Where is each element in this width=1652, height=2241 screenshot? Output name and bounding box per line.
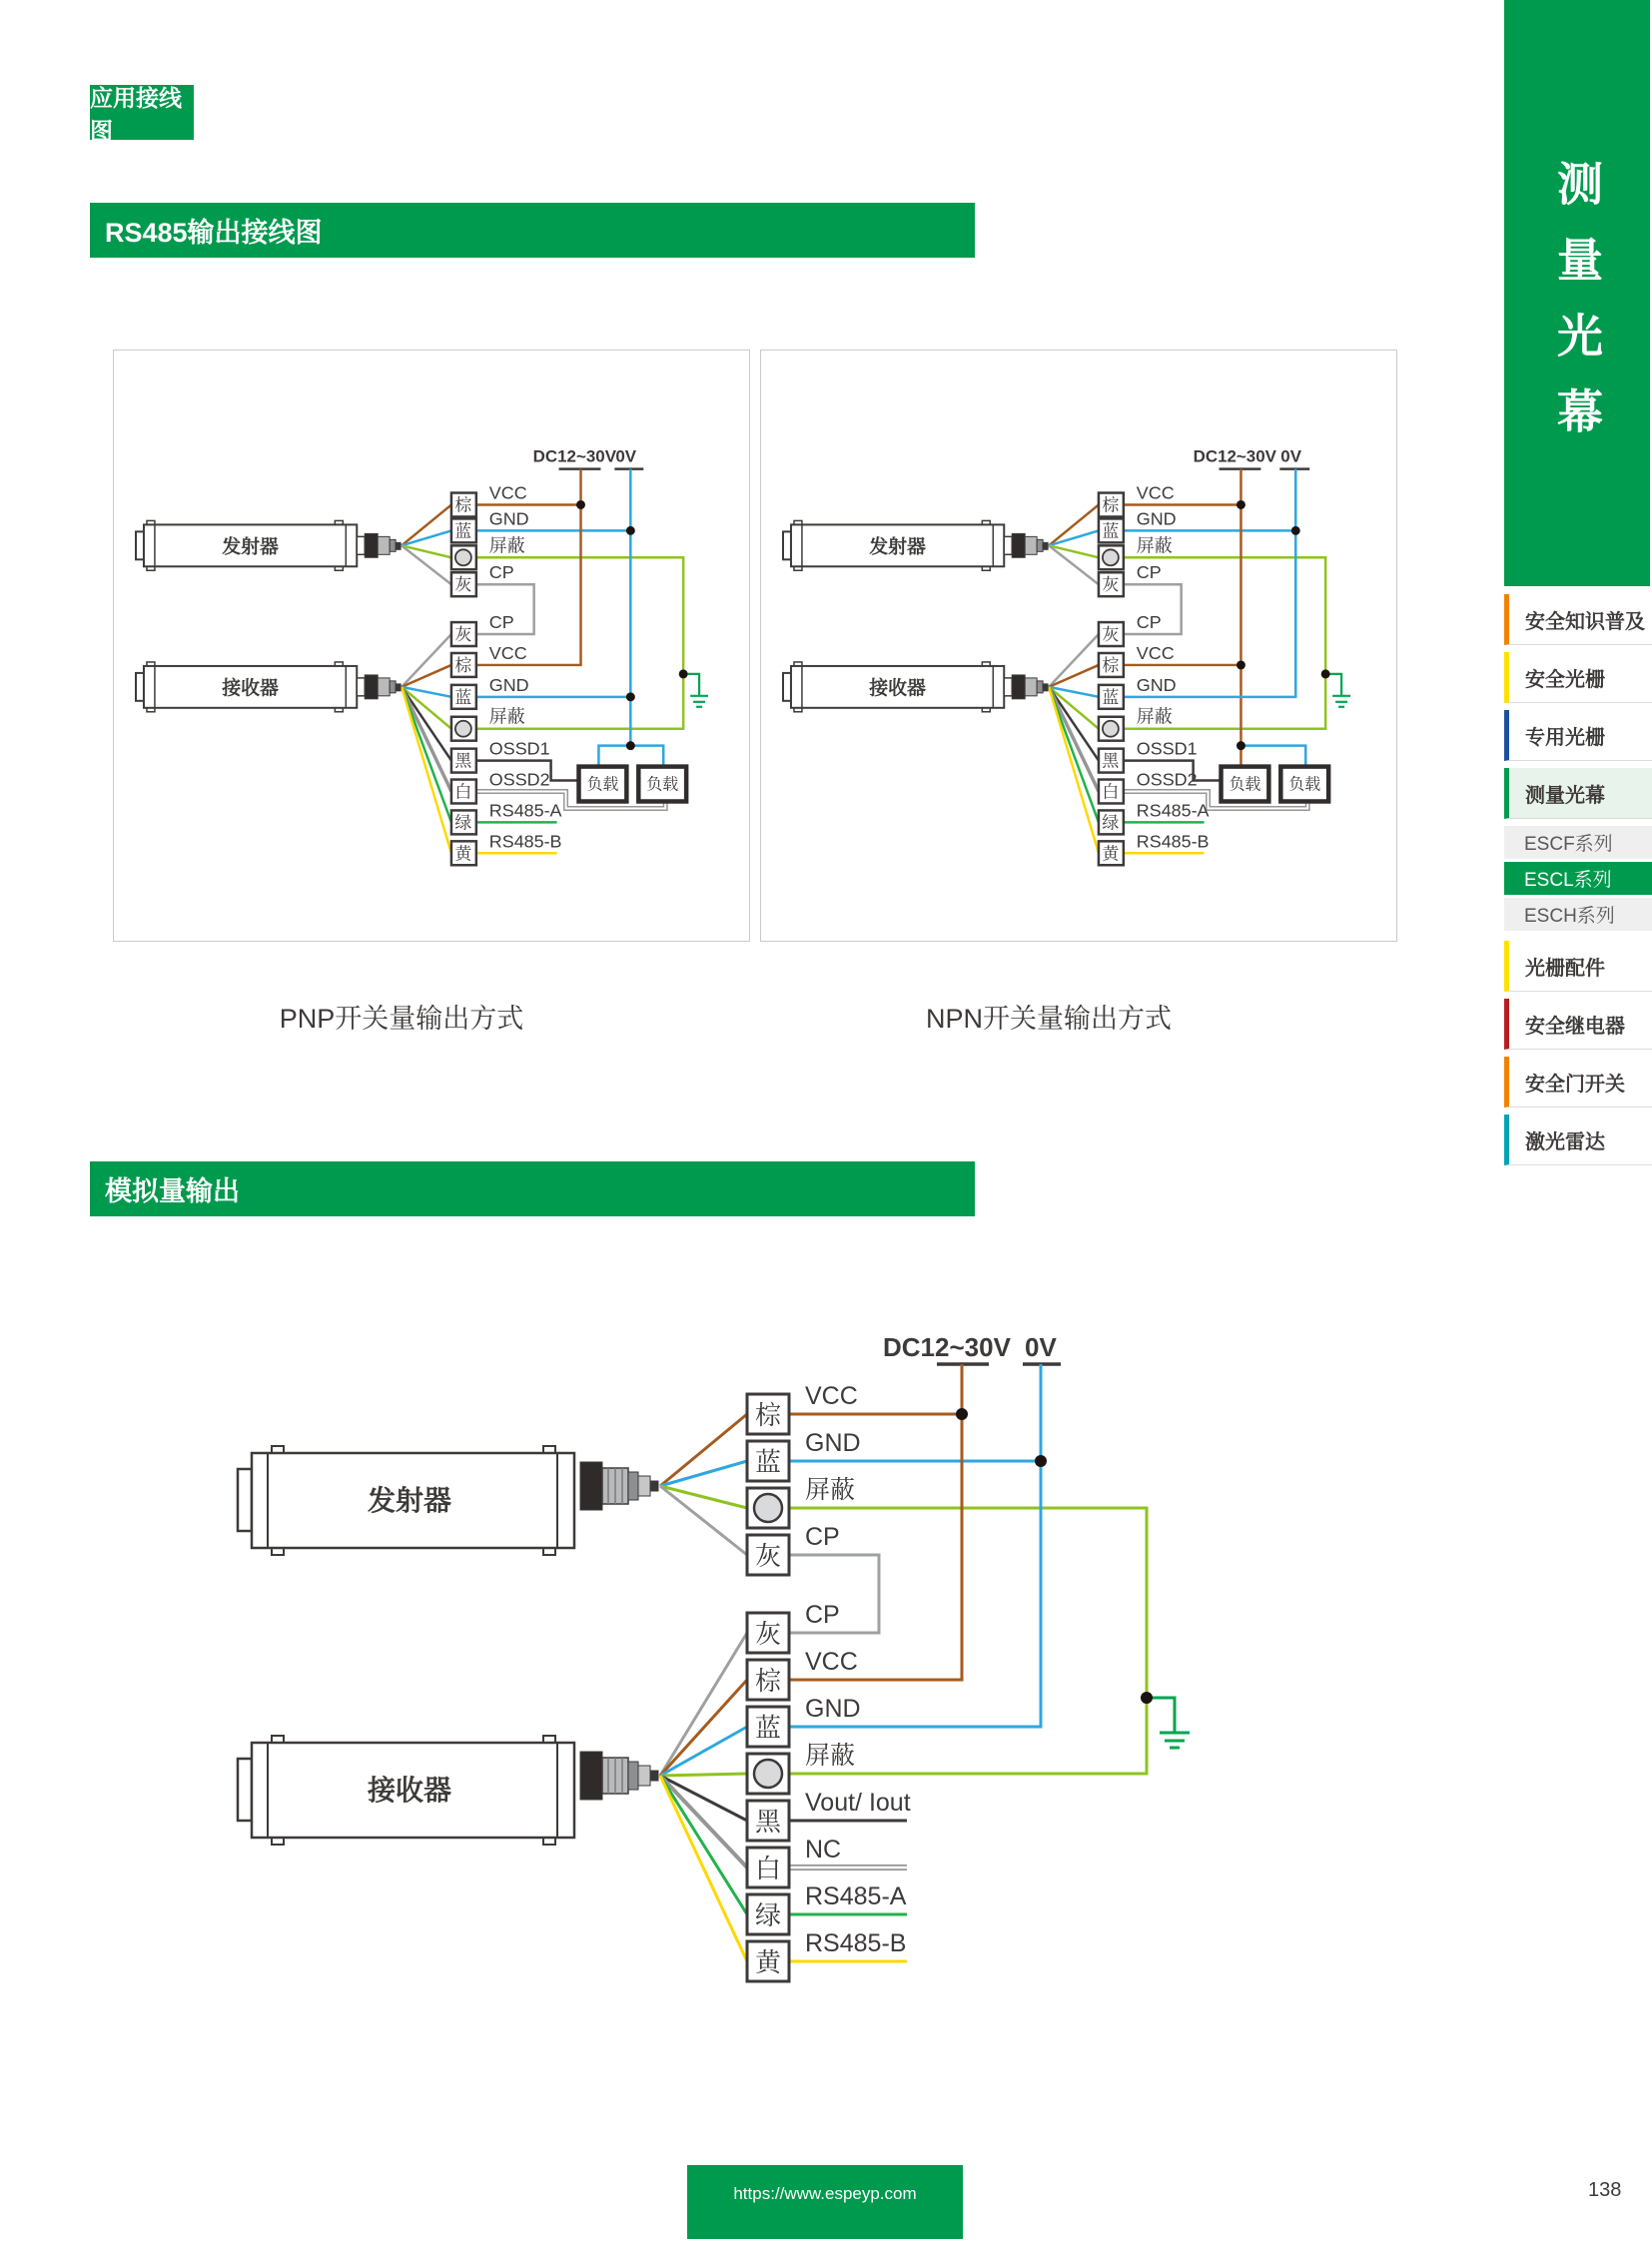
sidebar-item-safety-knowledge[interactable] <box>1504 594 1652 645</box>
shield-circle-icon <box>455 721 471 737</box>
sidebar-item-safety-light-curtain[interactable] <box>1504 652 1652 703</box>
svg-text:绿: 绿 <box>754 1900 782 1930</box>
pnp-transmitter-wire-chips <box>451 482 529 596</box>
svg-text:负载: 负载 <box>1288 776 1321 794</box>
analog-transmitter-device <box>238 1446 658 1555</box>
svg-text:负载: 负载 <box>1229 776 1261 794</box>
svg-text:屏蔽: 屏蔽 <box>805 1742 856 1770</box>
sidebar-item-label: ESCL系列 <box>1524 870 1612 891</box>
pnp-transmitter-device <box>136 520 401 570</box>
page-number: 138 <box>1588 2179 1622 2201</box>
sidebar-item-label: 安全光栅 <box>1525 668 1605 691</box>
shield-circle-icon <box>1103 549 1119 565</box>
svg-text:灰: 灰 <box>454 625 472 645</box>
svg-text:VCC: VCC <box>488 642 527 663</box>
svg-text:GND: GND <box>488 674 529 695</box>
svg-text:灰: 灰 <box>454 575 472 595</box>
svg-text:棕: 棕 <box>454 495 472 515</box>
svg-text:屏蔽: 屏蔽 <box>1136 535 1173 556</box>
svg-text:灰: 灰 <box>754 1541 782 1571</box>
npn-power-positive-label: DC12~30V <box>1193 446 1276 466</box>
pnp-caption: PNP开关量输出方式 <box>279 1004 524 1034</box>
sidebar-item-special-light-curtain[interactable] <box>1504 710 1652 761</box>
svg-text:屏蔽: 屏蔽 <box>1136 706 1173 727</box>
svg-text:绿: 绿 <box>1102 813 1120 833</box>
sidebar-category-title: 测量光幕 <box>1551 160 1603 463</box>
analog-receiver-wire-chips <box>747 1601 911 1981</box>
footer-url-link[interactable]: https://www.espeyp.com <box>733 2184 917 2203</box>
pnp-transmitter-label: 发射器 <box>222 536 279 558</box>
svg-text:VCC: VCC <box>805 1382 858 1410</box>
pnp-receiver-wire-chips <box>451 612 562 865</box>
analog-transmitter-wire-chips <box>747 1382 861 1575</box>
svg-text:GND: GND <box>1136 508 1177 529</box>
pnp-load-boxes <box>579 767 687 802</box>
svg-text:GND: GND <box>488 508 529 529</box>
npn-transmitter-wire-chips <box>1099 482 1177 596</box>
svg-text:蓝: 蓝 <box>454 687 472 707</box>
svg-text:GND: GND <box>805 1695 861 1723</box>
rs485-section-title: RS485输出接线图 <box>90 203 975 258</box>
svg-text:VCC: VCC <box>1136 482 1175 503</box>
svg-text:OSSD2: OSSD2 <box>1136 769 1198 790</box>
sidebar-item-laser-radar[interactable] <box>1504 1115 1652 1165</box>
svg-text:蓝: 蓝 <box>754 1713 782 1743</box>
footer-url-bar <box>687 2165 963 2239</box>
svg-text:OSSD1: OSSD1 <box>488 738 550 759</box>
sidebar-menu <box>1504 594 1652 1172</box>
pnp-ground-symbol <box>683 674 708 707</box>
sidebar-item-label: ESCF系列 <box>1524 834 1613 855</box>
sidebar-item-label: 光栅配件 <box>1525 957 1605 980</box>
svg-text:白: 白 <box>454 782 472 802</box>
svg-text:CP: CP <box>805 1523 840 1551</box>
svg-text:绿: 绿 <box>454 813 472 833</box>
npn-receiver-wire-chips <box>1099 612 1210 865</box>
svg-text:灰: 灰 <box>754 1619 782 1649</box>
svg-text:棕: 棕 <box>1102 655 1120 675</box>
svg-text:CP: CP <box>805 1601 840 1629</box>
sidebar-item-label: 安全继电器 <box>1525 1015 1625 1038</box>
sidebar-item-measuring-light-curtain[interactable] <box>1504 768 1652 819</box>
svg-text:CP: CP <box>1136 562 1162 583</box>
sidebar-series-subgroup <box>1504 826 1652 931</box>
shield-circle-icon <box>1103 721 1119 737</box>
sidebar-item-label: 专用光栅 <box>1525 726 1605 749</box>
shield-circle-icon <box>754 1494 782 1522</box>
svg-text:黄: 黄 <box>754 1947 782 1977</box>
svg-text:GND: GND <box>1136 674 1177 695</box>
svg-text:蓝: 蓝 <box>454 521 472 541</box>
npn-wiring-panel <box>760 350 1397 942</box>
svg-text:屏蔽: 屏蔽 <box>805 1476 856 1504</box>
analog-power-positive-label: DC12~30V <box>883 1332 1011 1362</box>
analog-power-negative-label: 0V <box>1025 1332 1057 1362</box>
svg-text:RS485-B: RS485-B <box>1136 831 1210 852</box>
svg-text:白: 白 <box>1102 782 1120 802</box>
svg-text:RS485-A: RS485-A <box>1136 800 1210 821</box>
shield-circle-icon <box>754 1760 782 1788</box>
npn-transmitter-label: 发射器 <box>869 536 926 558</box>
svg-text:棕: 棕 <box>754 1400 782 1430</box>
svg-text:黄: 黄 <box>1102 844 1120 864</box>
svg-text:白: 白 <box>754 1854 782 1883</box>
pnp-power-negative-label: 0V <box>615 446 637 466</box>
svg-text:Vout/ Iout: Vout/ Iout <box>805 1789 911 1817</box>
sidebar-item-grating-accessories[interactable] <box>1504 941 1652 992</box>
svg-text:负载: 负载 <box>586 776 619 794</box>
sidebar-item-label: ESCH系列 <box>1524 906 1615 927</box>
svg-text:黑: 黑 <box>1102 751 1120 771</box>
svg-text:RS485-B: RS485-B <box>805 1929 907 1957</box>
svg-text:屏蔽: 屏蔽 <box>488 706 525 727</box>
svg-text:RS485-A: RS485-A <box>488 800 562 821</box>
pnp-power-positive-label: DC12~30V <box>532 446 616 466</box>
pnp-wiring-diagram <box>114 351 749 941</box>
npn-wiring-diagram <box>761 351 1396 941</box>
svg-text:棕: 棕 <box>1102 495 1120 515</box>
svg-text:棕: 棕 <box>454 655 472 675</box>
sidebar-category-banner <box>1504 0 1650 586</box>
npn-junction-dots <box>1237 500 1330 750</box>
svg-text:VCC: VCC <box>805 1648 858 1676</box>
sidebar-item-label: 安全知识普及 <box>1525 610 1645 633</box>
svg-text:灰: 灰 <box>1102 575 1120 595</box>
npn-receiver-device <box>783 662 1048 712</box>
pnp-wiring-panel <box>113 350 750 942</box>
analog-wiring-diagram <box>0 1228 1652 2017</box>
sidebar-item-label: 测量光幕 <box>1525 784 1605 807</box>
svg-text:蓝: 蓝 <box>1102 521 1120 541</box>
shield-circle-icon <box>455 549 471 565</box>
npn-receiver-label: 接收器 <box>869 677 926 699</box>
npn-ground-symbol <box>1325 674 1350 707</box>
svg-text:OSSD2: OSSD2 <box>488 769 550 790</box>
analog-ground-symbol <box>1147 1698 1190 1748</box>
sidebar-item-esch-series[interactable] <box>1504 898 1652 931</box>
analog-transmitter-wires <box>660 1414 1147 1774</box>
sidebar-item-escl-series[interactable] <box>1504 862 1652 895</box>
svg-text:黑: 黑 <box>454 751 472 771</box>
svg-text:蓝: 蓝 <box>1102 687 1120 707</box>
analog-receiver-label: 接收器 <box>367 1775 452 1806</box>
npn-load-boxes <box>1222 767 1329 802</box>
svg-text:CP: CP <box>488 562 514 583</box>
svg-text:GND: GND <box>805 1429 861 1457</box>
npn-transmitter-device <box>783 520 1048 570</box>
section-badge: 应用接线图 <box>90 85 194 140</box>
sidebar-item-safety-door-switch[interactable] <box>1504 1057 1652 1108</box>
svg-text:负载: 负载 <box>646 776 679 794</box>
pnp-receiver-label: 接收器 <box>222 677 279 699</box>
svg-text:屏蔽: 屏蔽 <box>488 535 525 556</box>
svg-text:RS485-A: RS485-A <box>805 1882 907 1910</box>
sidebar-item-label: 激光雷达 <box>1525 1130 1605 1153</box>
svg-text:CP: CP <box>1136 612 1162 633</box>
svg-text:CP: CP <box>488 612 514 633</box>
pnp-junction-dots <box>576 500 688 750</box>
analog-receiver-device <box>238 1736 658 1845</box>
svg-text:灰: 灰 <box>1102 625 1120 645</box>
svg-text:RS485-B: RS485-B <box>488 831 562 852</box>
svg-text:NC: NC <box>805 1836 842 1864</box>
pnp-receiver-device <box>136 662 401 712</box>
svg-text:蓝: 蓝 <box>754 1447 782 1477</box>
analog-transmitter-label: 发射器 <box>367 1485 452 1516</box>
svg-text:VCC: VCC <box>488 482 527 503</box>
svg-text:棕: 棕 <box>754 1666 782 1696</box>
sidebar-item-label: 安全门开关 <box>1525 1073 1625 1096</box>
analog-junction-dots <box>956 1408 1153 1704</box>
svg-text:黑: 黑 <box>754 1807 782 1837</box>
svg-text:OSSD1: OSSD1 <box>1136 738 1198 759</box>
npn-power-negative-label: 0V <box>1280 446 1302 466</box>
svg-text:VCC: VCC <box>1136 642 1175 663</box>
svg-text:黄: 黄 <box>454 844 472 864</box>
sidebar-item-safety-relay[interactable] <box>1504 999 1652 1050</box>
sidebar-item-escf-series[interactable] <box>1504 826 1652 859</box>
npn-caption: NPN开关量输出方式 <box>925 1004 1172 1034</box>
analog-section-title: 模拟量输出 <box>90 1161 975 1216</box>
